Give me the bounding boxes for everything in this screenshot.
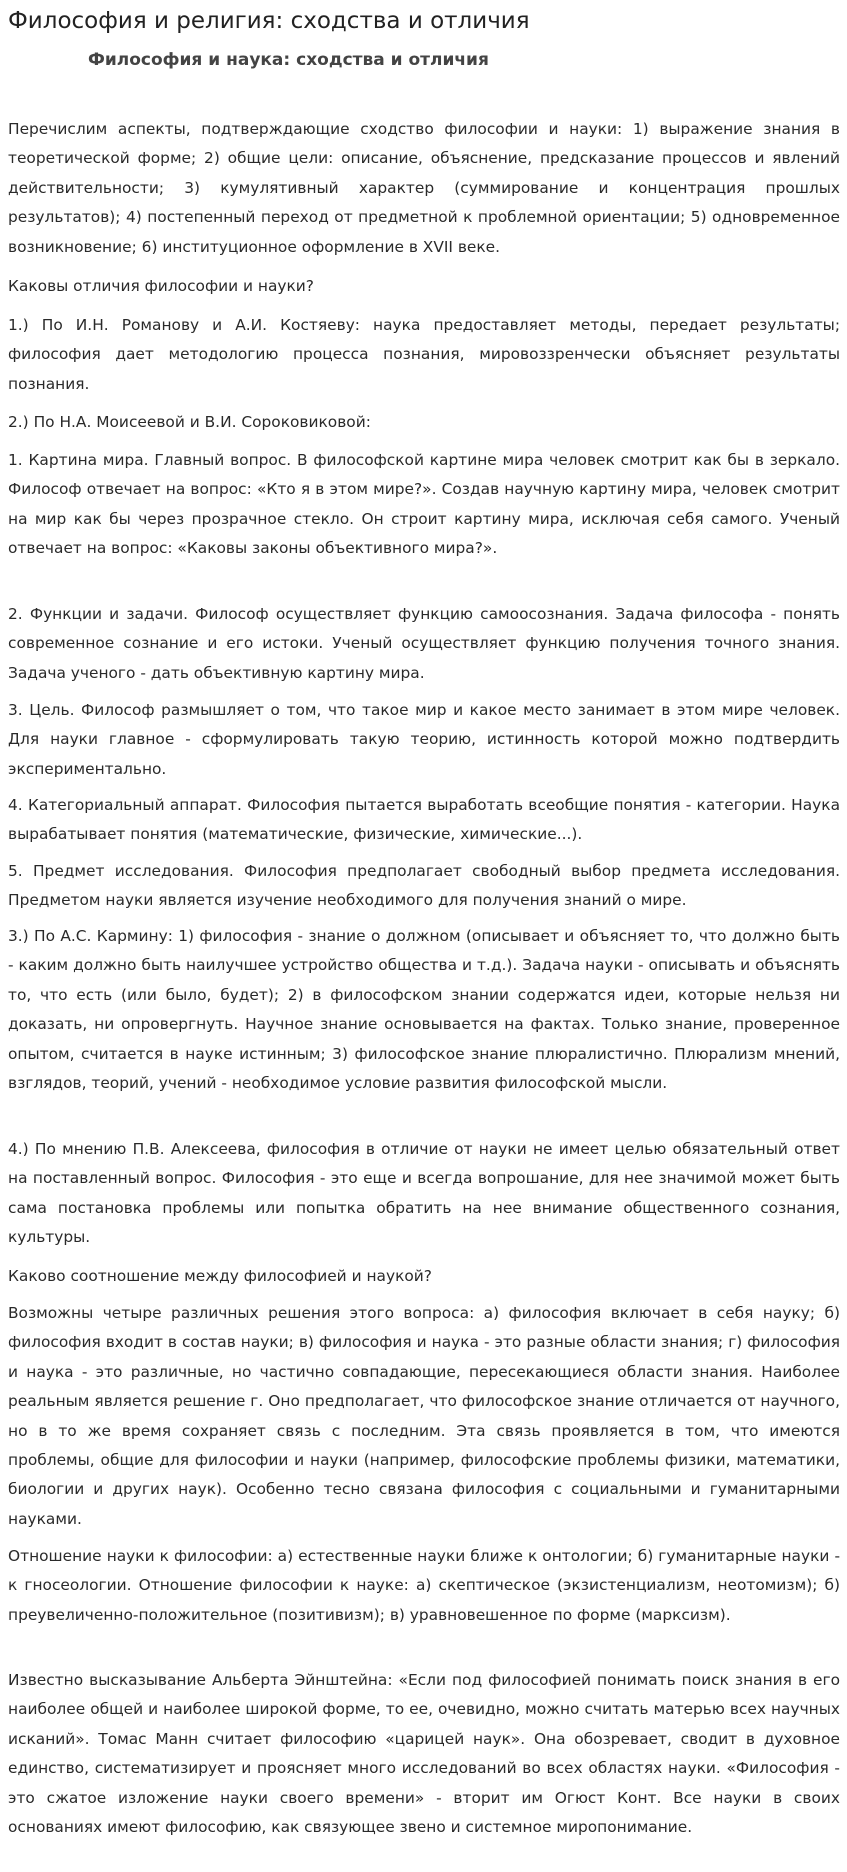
point-goal: 3. Цель. Философ размышляет о том, что такое мир и какое место занимает в этом мире человек. Для науки главное - сформулировать такую теорию, истинность которой можно подтвердить экспериментально. [8,701,840,778]
paragraph-similarities: Перечислим аспекты, подтверждающие сходство философии и науки: 1) выражение знания в теоретической форме; 2) общие цели: описание, объяснение, предсказание процессов и явлений действительности; 3) кумулятивный характер (суммирование и концентрация прошлых результатов); 4) постепенный переход от предметной к проблемной ориентации; 5) одновременное возникновение; 6) институционное оформление в XVII веке. [8,120,840,256]
question-relation: Каково соотношение между философией и наукой? [8,1267,432,1285]
paragraph-karmin: 3.) По А.С. Кармину: 1) философия - знание о должном (описывает и объясняет то, что должно быть - каким должно быть наилучшее устройство общества и т.д.). Задача науки - описывать и объяснять то, что есть (или было, будет); 2) в философском знании содержатся идеи, которые нельзя ни доказать, ни опровергнуть. Научное знание основывается на фактах. Только знание, проверенное опытом, считается в науке истинным; 3) философское знание плюралистично. Плюрализм мнений, взглядов, теорий, учений - необходимое условие развития философской мысли. [8,927,840,1093]
section-title: Философия и наука: сходства и отличия [88,50,489,70]
paragraph-science-philosophy-relation: Отношение науки к философии: а) естественные науки ближе к онтологии; б) гуманитарные науки - к гносеологии. Отношение философии к науке: а) скептическое (экзистенциализм, неотомизм); б) преувеличенно-положительное (позитивизм); в) уравновешенное по форме (марксизм). [8,1547,840,1624]
paragraph-moiseeva-sorokovikova: 2.) По Н.А. Моисеевой и В.И. Сороковиковой: [8,413,371,431]
point-world-picture: 1. Картина мира. Главный вопрос. В философской картине мира человек смотрит как бы в зеркало. Философ отвечает на вопрос: «Кто я в этом мире?». Создав научную картину мира, человек смотрит на мир как бы через прозрачное стекло. Он строит картину мира, исключая себя самого. Ученый отвечает на вопрос: «Каковы законы объективного мира?». [8,451,840,558]
point-categorical-apparatus: 4. Категориальный аппарат. Философия пытается выработать всеобщие понятия - категории. Наука вырабатывает понятия (математические, физические, химические...). [8,796,840,844]
question-differences: Каковы отличия философии и науки? [8,277,314,295]
paragraph-romanov-kostyaev: 1.) По И.Н. Романову и А.И. Костяеву: наука предоставляет методы, передает результаты; философия дает методологию процесса познания, мировоззренчески объясняет результаты познания. [8,316,840,393]
point-functions-tasks: 2. Функции и задачи. Философ осуществляет функцию самоосознания. Задача философа - понять современное сознание и его истоки. Ученый осуществляет функцию получения точного знания. Задача ученого - дать объективную картину мира. [8,605,840,682]
point-research-subject: 5. Предмет исследования. Философия предполагает свободный выбор предмета исследования. Предметом науки является изучение необходимого для получения знаний о мире. [8,862,840,910]
paragraph-alekseev: 4.) По мнению П.В. Алексеева, философия в отличие от науки не имеет целью обязательный ответ на поставленный вопрос. Философия - это еще и всегда вопрошание, для нее значимой может быть сама постановка проблемы или попытка обратить на нее внимание общественного сознания, культуры. [8,1140,840,1247]
paragraph-einstein-quote: Известно высказывание Альберта Эйнштейна: «Если под философией понимать поиск знания в его наиболее общей и наиболее широкой форме, то ее, очевидно, можно считать матерью всех научных исканий». Томас Манн считает философию «царицей наук». Она обозревает, сводит в духовное единство, систематизирует и проясняет много исследований во всех областях науки. «Философия - это сжатое изложение науки своего времени» - вторит им Огюст Конт. Все науки в своих основаниях имеют философию, как связующее звено и системное миропонимание. [8,1671,840,1837]
paragraph-four-solutions: Возможны четыре различных решения этого вопроса: а) философия включает в себя науку; б) философия входит в состав науки; в) философия и наука - это разные области знания; г) философия и наука - это различные, но частично совпадающие, пересекающиеся области знания. Наиболее реальным является решение г. Оно предполагает, что философское знание отличается от научного, но в то же время сохраняет связь с последним. Эта связь проявляется в том, что имеются проблемы, общие для философии и науки (например, философские проблемы физики, математики, биологии и других наук). Особенно тесно связана философия с социальными и гуманитарными науками. [8,1304,840,1528]
page-title: Философия и религия: сходства и отличия [8,8,530,34]
